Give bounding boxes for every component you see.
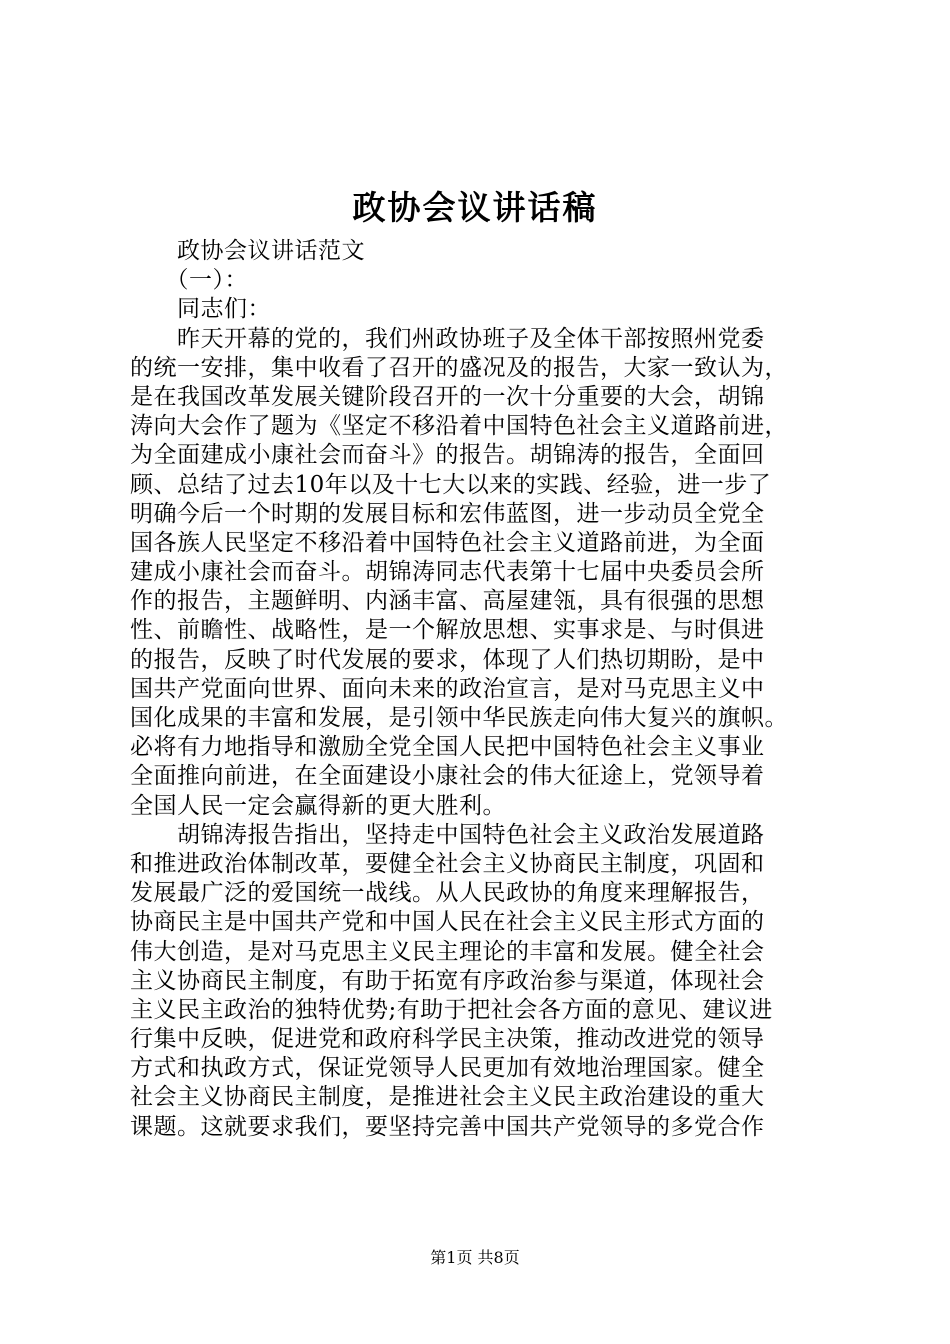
body-text-line: 发展最广泛的爱国统一战线。从人民政协的角度来理解报告， (130, 880, 765, 907)
body-text-line: 国各族人民坚定不移沿着中国特色社会主义道路前进，为全面 (130, 529, 765, 556)
body-text-line: 社会主义协商民主制度，是推进社会主义民主政治建设的重大 (130, 1084, 765, 1111)
body-text-line: 性、前瞻性、战略性，是一个解放思想、实事求是、与时俱进 (130, 617, 765, 644)
body-text-line: 明确今后一个时期的发展目标和宏伟蓝图，进一步动员全党全 (130, 500, 765, 527)
body-text-line: 昨天开幕的党的，我们州政协班子及全体干部按照州党委 (130, 325, 765, 352)
body-text-line: 同志们： (130, 296, 271, 323)
body-text-line: 课题。这就要求我们，要坚持完善中国共产党领导的多党合作 (130, 1113, 765, 1140)
body-text-line: 主义民主政治的独特优势;有助于把社会各方面的意见、建议进 (130, 996, 773, 1023)
body-text-line: 是在我国改革发展关键阶段召开的一次十分重要的大会，胡锦 (130, 383, 765, 410)
body-text-line: 主义协商民主制度，有助于拓宽有序政治参与渠道，体现社会 (130, 967, 765, 994)
body-text-line: 作的报告，主题鲜明、内涵丰富、高屋建瓴，具有很强的思想 (130, 588, 765, 615)
document-title: 政协会议讲话稿 (352, 188, 598, 227)
body-text-line: 行集中反映，促进党和政府科学民主决策，推动改进党的领导 (130, 1026, 765, 1053)
body-text-line: 全国人民一定会赢得新的更大胜利。 (130, 792, 506, 819)
body-text-line: 的统一安排，集中收看了召开的盛况及的报告，大家一致认为， (130, 354, 788, 381)
body-text-line: 方式和执政方式，保证党领导人民更加有效地治理国家。健全 (130, 1055, 765, 1082)
body-text-line: 为全面建成小康社会而奋斗》的报告。胡锦涛的报告，全面回 (130, 442, 765, 469)
page-footer: 第1页 共8页 (430, 1248, 520, 1267)
body-text-line: 国共产党面向世界、面向未来的政治宣言，是对马克思主义中 (130, 675, 765, 702)
body-text-line: 胡锦涛报告指出，坚持走中国特色社会主义政治发展道路 (130, 821, 765, 848)
body-text-line: 伟大创造，是对马克思主义民主理论的丰富和发展。健全社会 (130, 938, 765, 965)
document-body (130, 237, 835, 1142)
body-text-line: 的报告，反映了时代发展的要求，体现了人们热切期盼，是中 (130, 646, 765, 673)
body-text-line: 涛向大会作了题为《坚定不移沿着中国特色社会主义道路前进， (130, 413, 788, 440)
body-text-line: 国化成果的丰富和发展，是引领中华民族走向伟大复兴的旗帜。 (130, 705, 788, 731)
body-text-line: 协商民主是中国共产党和中国人民在社会主义民主形式方面的 (130, 909, 765, 936)
body-text-line: 必将有力地指导和激励全党全国人民把中国特色社会主义事业 (130, 734, 765, 761)
body-text-line: 顾、总结了过去10年以及十七大以来的实践、经验，进一步了 (130, 471, 772, 498)
body-text-line: 全面推向前进，在全面建设小康社会的伟大征途上，党领导着 (130, 763, 765, 790)
body-text-line: 政协会议讲话范文 (130, 238, 365, 264)
body-text-line: 和推进政治体制改革，要健全社会主义协商民主制度，巩固和 (130, 850, 765, 877)
body-text-line: （一）： (130, 267, 248, 294)
body-text-line: 建成小康社会而奋斗。胡锦涛同志代表第十七届中央委员会所 (130, 559, 765, 586)
